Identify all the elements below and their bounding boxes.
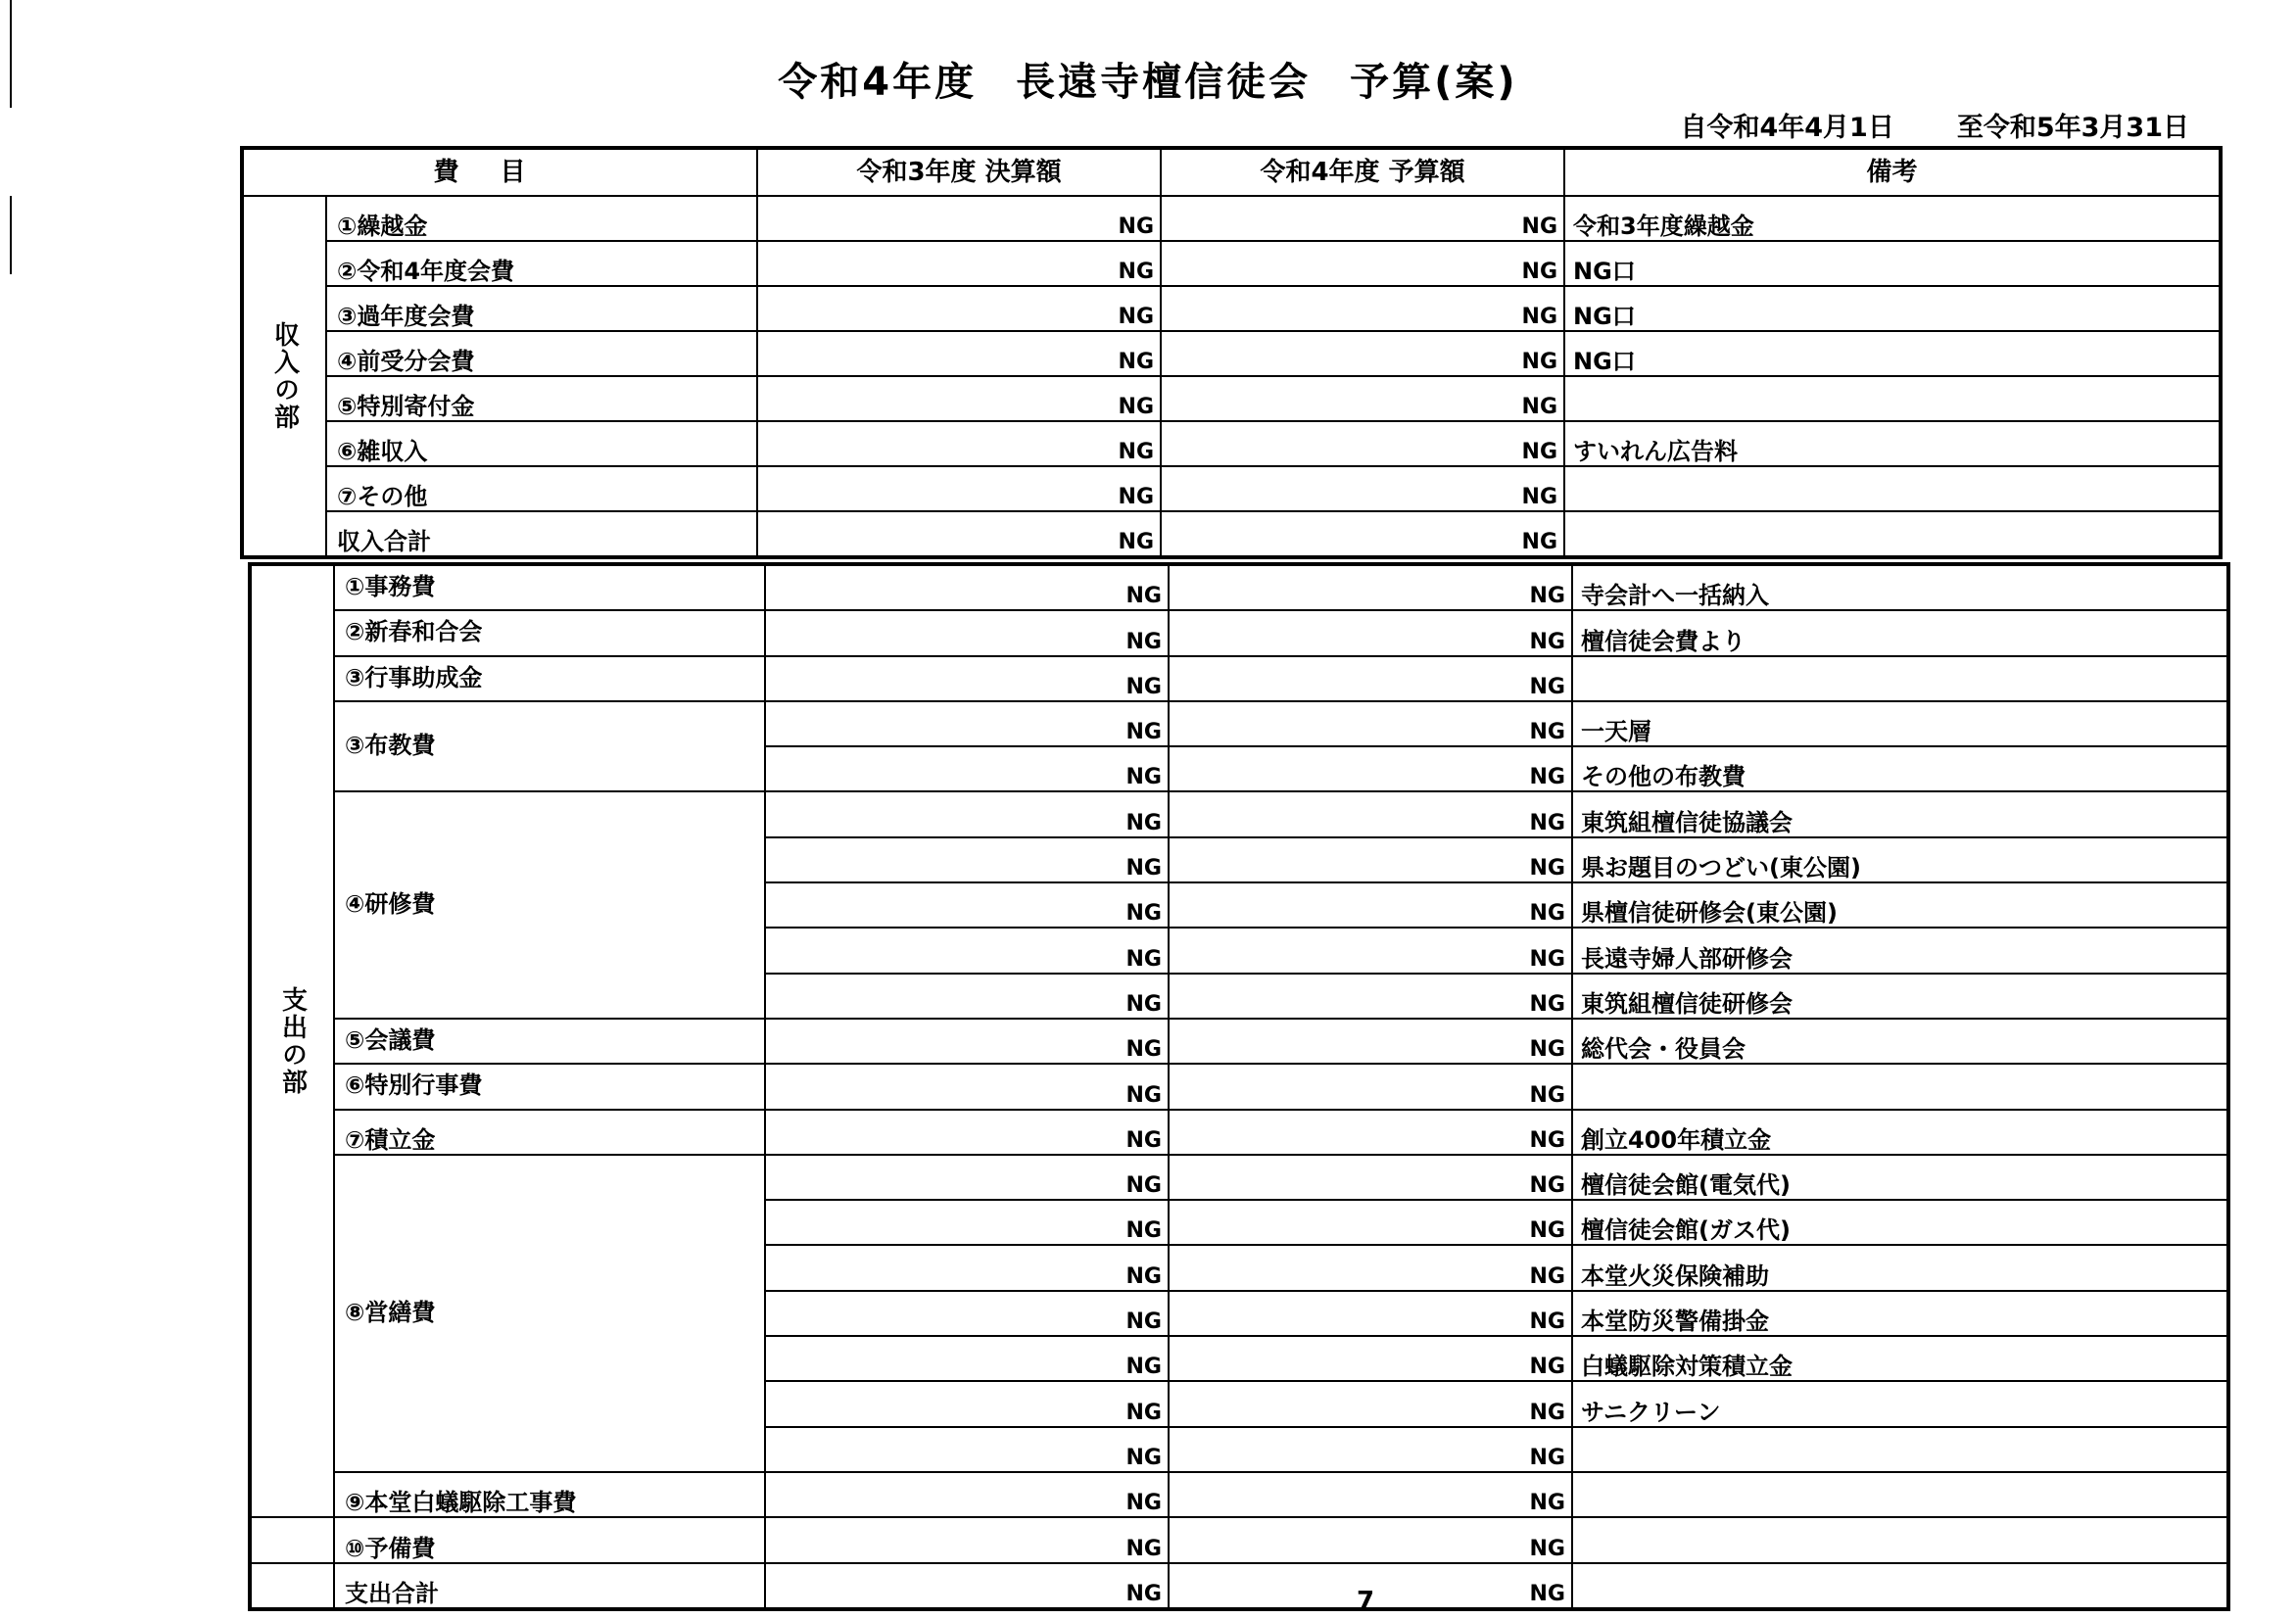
- note: [1572, 1064, 2228, 1109]
- prev-amount: NG: [757, 421, 1161, 466]
- budget-amount: NG: [1161, 286, 1564, 331]
- prev-amount: NG: [765, 837, 1169, 882]
- note: 令和3年度繰越金: [1564, 196, 2221, 241]
- prev-amount: NG: [765, 1110, 1169, 1155]
- prev-amount: NG: [765, 701, 1169, 746]
- budget-amount: NG: [1169, 1472, 1572, 1517]
- header-budget: 令和4年度 予算額: [1161, 148, 1564, 196]
- budget-amount: NG: [1169, 1381, 1572, 1426]
- header-item: 費目: [242, 148, 757, 196]
- income-total-label: 収入合計: [326, 511, 757, 557]
- prev-amount: NG: [765, 1291, 1169, 1336]
- table-row: [250, 1064, 2228, 1109]
- note: サニクリーン: [1572, 1381, 2228, 1426]
- item-label: ①繰越金: [326, 196, 757, 241]
- expense-category-label: 支出の部: [250, 564, 334, 1517]
- category-spacer: [250, 1563, 334, 1609]
- item-label: ③行事助成金: [334, 656, 765, 701]
- note: 県檀信徒研修会(東公園): [1572, 882, 2228, 928]
- note: 檀信徒会費より: [1572, 610, 2228, 655]
- prev-amount: NG: [765, 1381, 1169, 1426]
- prev-amount: NG: [757, 241, 1161, 286]
- note: 東筑組檀信徒研修会: [1572, 974, 2228, 1019]
- item-label: ⑥雑収入: [326, 421, 757, 466]
- fiscal-period: [1371, 106, 2189, 144]
- budget-amount: NG: [1169, 701, 1572, 746]
- note: [1572, 1472, 2228, 1517]
- budget-amount: NG: [1169, 564, 1572, 610]
- prev-amount: NG: [765, 1517, 1169, 1562]
- table-row: [250, 656, 2228, 701]
- table-row: [242, 241, 2221, 286]
- note: 檀信徒会館(電気代): [1572, 1155, 2228, 1200]
- budget-amount: NG: [1169, 1336, 1572, 1381]
- table-row: [242, 196, 2221, 241]
- table-row: [250, 1517, 2228, 1562]
- note: [1564, 466, 2221, 511]
- category-spacer: [250, 1517, 334, 1562]
- prev-amount: NG: [765, 1427, 1169, 1472]
- note: NG口: [1564, 241, 2221, 286]
- prev-amount: NG: [765, 1563, 1169, 1609]
- item-label: ⑦積立金: [334, 1110, 765, 1155]
- note: 県お題目のつどい(東公園): [1572, 837, 2228, 882]
- item-label: ⑨本堂白蟻駆除工事費: [334, 1472, 765, 1517]
- title-organization: 長遠寺檀信徒会: [1016, 60, 1312, 105]
- budget-amount: NG: [1169, 1427, 1572, 1472]
- item-label: ③布教費: [334, 701, 765, 792]
- header-notes: 備考: [1564, 148, 2221, 196]
- budget-amount: NG: [1169, 656, 1572, 701]
- budget-amount: NG: [1169, 1245, 1572, 1290]
- prev-amount: NG: [757, 331, 1161, 376]
- prev-amount: NG: [765, 1200, 1169, 1245]
- expense-table: [248, 562, 2230, 1611]
- table-row: [242, 376, 2221, 421]
- prev-amount: NG: [765, 746, 1169, 791]
- budget-amount: NG: [1169, 1019, 1572, 1064]
- note: 一天層: [1572, 701, 2228, 746]
- table-row: [242, 421, 2221, 466]
- note: NG口: [1564, 331, 2221, 376]
- item-label: ④前受分会費: [326, 331, 757, 376]
- table-row: [250, 701, 2228, 746]
- note: 寺会計へ一括納入: [1572, 564, 2228, 610]
- prev-amount: NG: [765, 1336, 1169, 1381]
- prev-amount: NG: [765, 928, 1169, 973]
- table-row: [242, 466, 2221, 511]
- budget-amount: NG: [1169, 1200, 1572, 1245]
- income-table: [240, 146, 2223, 559]
- table-row: [250, 564, 2228, 610]
- margin-mark-middle: [10, 196, 12, 274]
- prev-amount: NG: [765, 564, 1169, 610]
- note: 長遠寺婦人部研修会: [1572, 928, 2228, 973]
- budget-amount: NG: [1161, 421, 1564, 466]
- budget-amount: NG: [1161, 376, 1564, 421]
- period-to: 至令和5年3月31日: [1956, 113, 2189, 143]
- prev-amount: NG: [765, 1064, 1169, 1109]
- item-label: ⑥特別行事費: [334, 1064, 765, 1109]
- income-total-row: [242, 511, 2221, 557]
- prev-amount: NG: [765, 974, 1169, 1019]
- budget-amount: NG: [1169, 837, 1572, 882]
- table-row: [250, 1110, 2228, 1155]
- prev-amount: NG: [765, 656, 1169, 701]
- title-suffix: 予算(案): [1350, 60, 1518, 105]
- note: 本堂防災警備掛金: [1572, 1291, 2228, 1336]
- page-number: 7: [1357, 1587, 1375, 1616]
- prev-amount: NG: [765, 1472, 1169, 1517]
- prev-amount: NG: [757, 286, 1161, 331]
- note: [1572, 1517, 2228, 1562]
- budget-amount: NG: [1169, 1110, 1572, 1155]
- item-label: ⑦その他: [326, 466, 757, 511]
- budget-amount: NG: [1161, 241, 1564, 286]
- note: 檀信徒会館(ガス代): [1572, 1200, 2228, 1245]
- note: すいれん広告料: [1564, 421, 2221, 466]
- item-label: ①事務費: [334, 564, 765, 610]
- prev-amount: NG: [757, 196, 1161, 241]
- table-row: [250, 1472, 2228, 1517]
- note: 白蟻駆除対策積立金: [1572, 1336, 2228, 1381]
- budget-amount: NG: [1169, 1291, 1572, 1336]
- table-row: [250, 610, 2228, 655]
- prev-amount: NG: [757, 511, 1161, 557]
- document-title: [0, 51, 2296, 107]
- item-label: ④研修費: [334, 791, 765, 1018]
- expense-total-row: [250, 1563, 2228, 1609]
- prev-amount: NG: [765, 610, 1169, 655]
- table-row: [250, 791, 2228, 836]
- table-row: [242, 331, 2221, 376]
- prev-amount: NG: [757, 376, 1161, 421]
- budget-amount: NG: [1169, 1563, 1572, 1609]
- item-label: ③過年度会費: [326, 286, 757, 331]
- note: [1572, 1427, 2228, 1472]
- note: [1572, 1563, 2228, 1609]
- header-prev-settlement: 令和3年度 決算額: [757, 148, 1161, 196]
- budget-amount: NG: [1169, 610, 1572, 655]
- income-category-label: 収入の部: [242, 196, 326, 557]
- table-row: [250, 1155, 2228, 1200]
- title-year: 令和4年度: [778, 60, 978, 105]
- prev-amount: NG: [765, 1019, 1169, 1064]
- prev-amount: NG: [765, 1245, 1169, 1290]
- budget-amount: NG: [1169, 928, 1572, 973]
- budget-amount: NG: [1161, 466, 1564, 511]
- note: 創立400年積立金: [1572, 1110, 2228, 1155]
- note: その他の布教費: [1572, 746, 2228, 791]
- item-label: ⑤特別寄付金: [326, 376, 757, 421]
- table-header-row: [242, 148, 2221, 196]
- note: [1564, 376, 2221, 421]
- budget-amount: NG: [1161, 196, 1564, 241]
- note: [1572, 656, 2228, 701]
- note: 本堂火災保険補助: [1572, 1245, 2228, 1290]
- budget-amount: NG: [1169, 882, 1572, 928]
- period-from: 自令和4年4月1日: [1680, 113, 1894, 143]
- item-label: ⑩予備費: [334, 1517, 765, 1562]
- budget-amount: NG: [1169, 1064, 1572, 1109]
- budget-amount: NG: [1169, 746, 1572, 791]
- note: 総代会・役員会: [1572, 1019, 2228, 1064]
- prev-amount: NG: [765, 791, 1169, 836]
- item-label: ②令和4年度会費: [326, 241, 757, 286]
- prev-amount: NG: [765, 1155, 1169, 1200]
- budget-amount: NG: [1169, 1155, 1572, 1200]
- prev-amount: NG: [765, 882, 1169, 928]
- budget-amount: NG: [1169, 791, 1572, 836]
- note: [1564, 511, 2221, 557]
- table-row: [250, 1019, 2228, 1064]
- budget-amount: NG: [1169, 1517, 1572, 1562]
- item-label: ⑤会議費: [334, 1019, 765, 1064]
- prev-amount: NG: [757, 466, 1161, 511]
- expense-total-label: 支出合計: [334, 1563, 765, 1609]
- item-label: ⑧営繕費: [334, 1155, 765, 1472]
- budget-amount: NG: [1169, 974, 1572, 1019]
- budget-amount: NG: [1161, 511, 1564, 557]
- note: 東筑組檀信徒協議会: [1572, 791, 2228, 836]
- note: NG口: [1564, 286, 2221, 331]
- item-label: ②新春和合会: [334, 610, 765, 655]
- budget-amount: NG: [1161, 331, 1564, 376]
- table-row: [242, 286, 2221, 331]
